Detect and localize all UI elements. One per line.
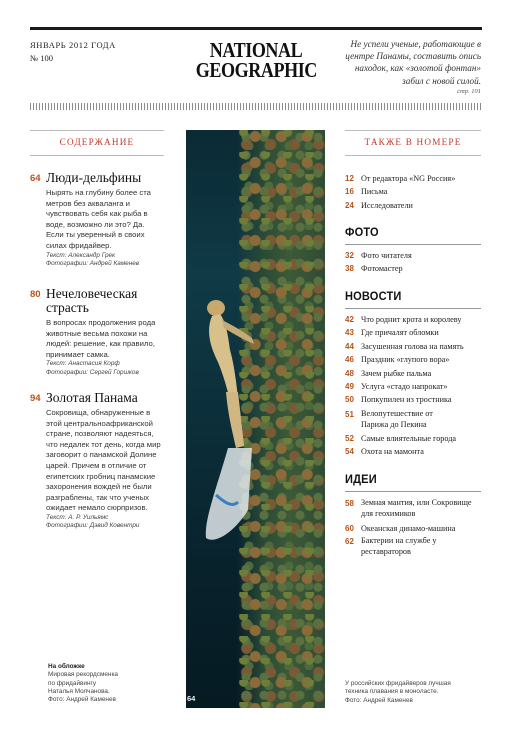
cover-label: На обложке (48, 663, 85, 670)
article-page: 94 (30, 393, 41, 404)
toc-item[interactable] (345, 445, 485, 458)
toc-page: 62 (345, 537, 354, 547)
toc-item[interactable] (345, 380, 485, 393)
toc-title: Попкупилен из тростника (361, 395, 452, 405)
decorative-ruler (30, 103, 482, 110)
article-photo-credit: Фотографии: Андрей Каменев (46, 259, 140, 267)
ideas-list (345, 497, 485, 557)
also-bottom-line (345, 155, 481, 156)
caption-photo-credit: Фото: Андрей Каменев (345, 696, 413, 704)
quote-page-ref: стр. 101 (457, 88, 481, 95)
toc-item[interactable] (345, 172, 485, 185)
also-top-line (345, 130, 481, 131)
article-entry[interactable] (30, 287, 164, 377)
caption-line: техника плавания в моноласте. (345, 688, 439, 696)
toc-title: Бактерии на службе у реставраторов (361, 536, 437, 557)
news-line (345, 308, 481, 309)
toc-title: Праздник «глупого вора» (361, 355, 450, 365)
toc-title: Охота на мамонта (361, 447, 424, 457)
toc-page: 38 (345, 264, 354, 274)
toc-item[interactable] (345, 522, 485, 535)
ideas-line (345, 491, 481, 492)
toc-page: 50 (345, 395, 354, 405)
article-title[interactable]: Нечеловеческая страсть (46, 286, 138, 315)
cover-photo-credit: Фото: Андрей Каменев (48, 696, 116, 704)
toc-page: 12 (345, 174, 354, 183)
toc-page: 60 (345, 524, 354, 533)
toc-title: Исследователи (361, 200, 413, 210)
diver-head (207, 300, 225, 316)
issue-number: № 100 (30, 53, 53, 63)
toc-item[interactable] (345, 432, 485, 445)
toc-title: Засушенная голова на память (361, 341, 464, 351)
toc-title: Самые влиятельные города (361, 433, 457, 443)
toc-page: 48 (345, 368, 354, 378)
cover-line: Наталья Молчанова. (48, 687, 110, 695)
toc-page: 52 (345, 433, 354, 443)
caption-line: У российских фридайверов лучшая (345, 680, 451, 687)
article-entry[interactable] (30, 391, 164, 531)
toc-page: 32 (345, 251, 354, 260)
diver-legs (226, 392, 244, 448)
toc-page: 16 (345, 187, 354, 197)
also-list (345, 172, 485, 212)
toc-item[interactable] (345, 408, 485, 430)
contents-top-line (30, 130, 164, 131)
cover-caption (48, 663, 118, 704)
article-description: Сокровища, обнаруженные в этой центральноафриканской стране, позволяют надеяться, что недалек тот день, когда мир заговорит о панамской Долине царей. Причем в отличие от египетских гробниц панамские захоронения вождей не были разграблены, так что ученых ожидает немало сюрпризов. (46, 408, 161, 513)
article-text-credit: Текст: Александр Грек (46, 251, 116, 259)
cover-line: по фридайвингу (48, 679, 97, 687)
toc-title: Велопутешествие от Парижа до Пекина (361, 408, 433, 429)
freediver-photo[interactable] (186, 130, 325, 708)
toc-item[interactable] (345, 185, 485, 198)
toc-page: 58 (345, 499, 354, 508)
toc-title: Океанская динамо-машина (361, 524, 456, 533)
article-description: В вопросах продолжения рода животные весьма похожи на людей: решение, как правило, принимает самка. (46, 318, 156, 359)
article-text-credit: Текст: А. Р. Уильямс (46, 513, 109, 521)
photo-list (345, 249, 485, 276)
news-heading: НОВОСТИ (345, 289, 402, 303)
toc-title: Что роднит крота и королеву (361, 315, 462, 324)
toc-item[interactable] (345, 326, 485, 339)
cover-line: Мировая рекордсменка (48, 671, 118, 679)
logo-line-2: GEOGRAPHIC (195, 58, 317, 82)
article-photo-credit: Фотографии: Сергей Горшков (46, 368, 139, 376)
toc-item[interactable] (345, 393, 485, 406)
toc-title: Фотомастер (361, 264, 403, 274)
article-photo-credit: Фотографии: Дэвид Ковентри (46, 522, 140, 530)
toc-item[interactable] (345, 535, 485, 557)
toc-page: 43 (345, 328, 354, 338)
toc-page: 44 (345, 341, 354, 351)
toc-title: Зачем рыбке пальма (361, 368, 432, 378)
top-rule (30, 27, 482, 30)
toc-item[interactable] (345, 367, 485, 380)
news-list (345, 313, 485, 459)
toc-page: 51 (345, 409, 354, 419)
toc-page: 42 (345, 315, 354, 324)
magazine-logo (186, 40, 326, 80)
toc-item[interactable] (345, 497, 485, 519)
article-page: 80 (30, 289, 41, 300)
toc-item[interactable] (345, 249, 485, 262)
article-description: Нырять на глубину более ста метров без акваланга и чувствовать себя как рыба в воде, возможно ли это? Да. Если ты уверенный в своих силах фридайвер. (46, 188, 151, 250)
freediver-illustration (186, 130, 325, 708)
toc-title: От редактора «NG Россия» (361, 174, 456, 183)
contents-bottom-line (30, 155, 164, 156)
toc-item[interactable] (345, 313, 485, 326)
contents-heading: СОДЕРЖАНИЕ (59, 137, 135, 147)
toc-item[interactable] (345, 262, 485, 275)
photo-section-line (345, 244, 481, 245)
photo-section-heading: ФОТО (345, 225, 379, 239)
toc-title: Услуга «стадо напрокат» (361, 382, 448, 392)
toc-item[interactable] (345, 353, 485, 366)
photo-page-number: 64 (187, 694, 196, 703)
toc-item[interactable] (345, 199, 485, 212)
toc-title: Земная мантия, или Сокровище для геохимиков (361, 498, 472, 518)
toc-page: 24 (345, 200, 354, 210)
article-title[interactable]: Люди-дельфины (46, 170, 142, 185)
toc-item[interactable] (345, 340, 485, 353)
monofin (206, 448, 252, 540)
right-caption (345, 680, 485, 705)
toc-page: 54 (345, 447, 354, 457)
article-entry[interactable] (30, 171, 164, 268)
toc-title: Письма (361, 187, 388, 197)
issue-date: ЯНВАРЬ 2012 ГОДА (30, 40, 116, 50)
article-text-credit: Текст: Анастасия Корф (46, 360, 120, 368)
also-heading: ТАКЖЕ В НОМЕРЕ (364, 137, 462, 147)
article-title[interactable]: Золотая Панама (46, 390, 138, 405)
toc-title: Где причалят обломки (361, 328, 439, 338)
logo-line-1: NATIONAL (209, 38, 303, 62)
article-page: 64 (30, 173, 41, 184)
header-quote: Не успели ученые, работающие в центре Панамы, составить опись находок, как «золотой фонтан» забил с новой силой. (345, 39, 481, 86)
toc-page: 49 (345, 382, 354, 392)
toc-page: 46 (345, 355, 354, 365)
ideas-heading: ИДЕИ (345, 472, 377, 486)
toc-title: Фото читателя (361, 251, 412, 260)
